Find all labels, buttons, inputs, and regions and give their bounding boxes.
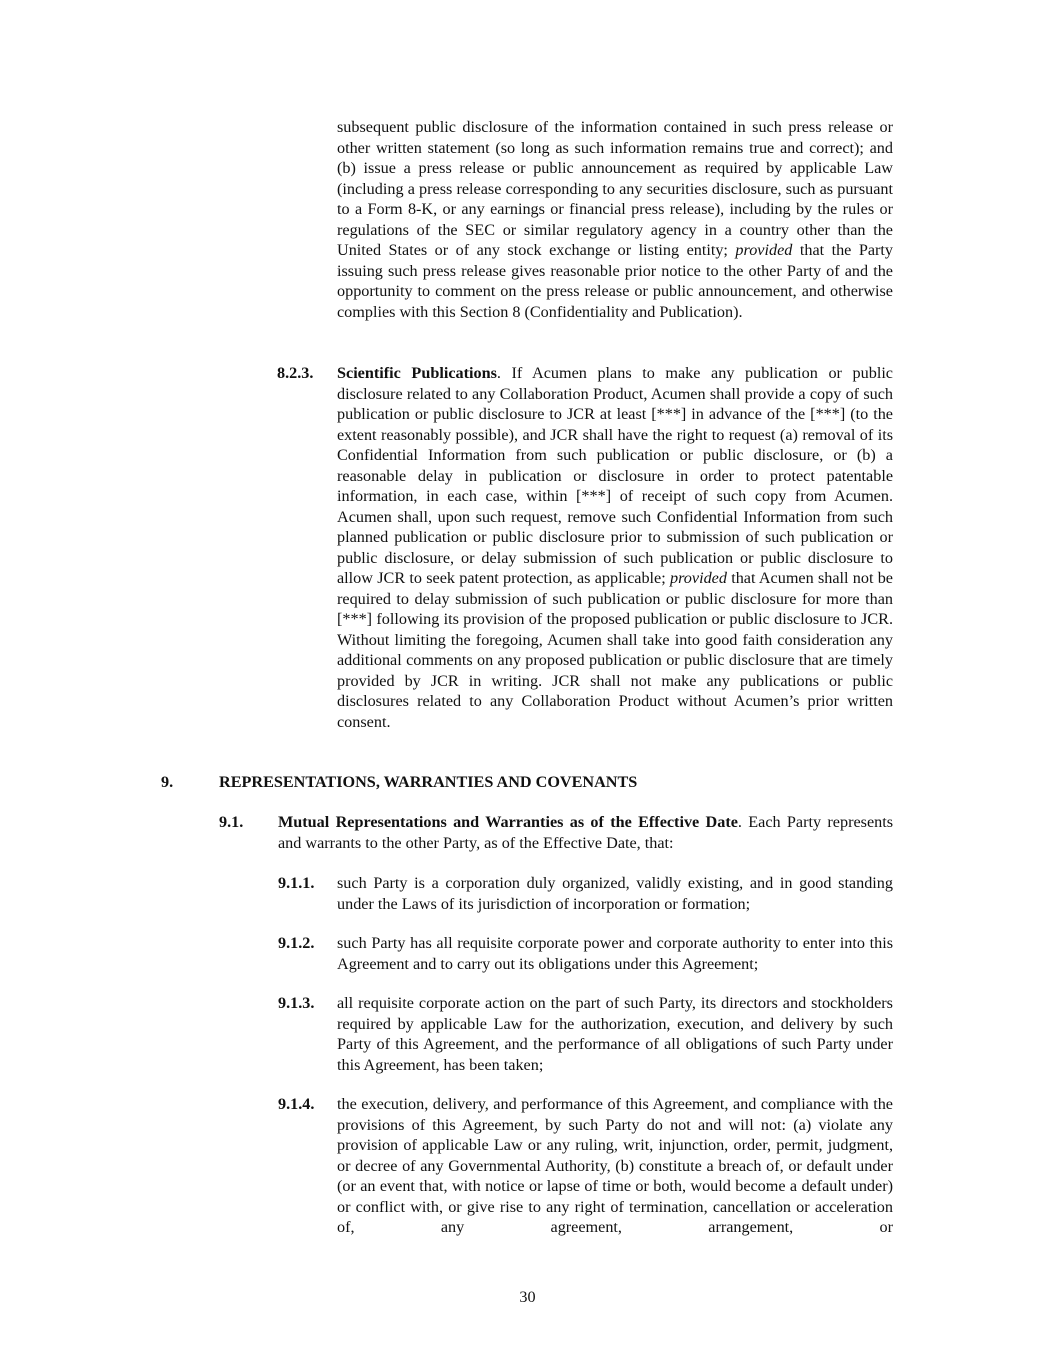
section-9-1-4-number: 9.1.4. (278, 1095, 315, 1113)
section-9-1-1-text: such Party is a corporation duly organized, validly existing, and in good standing under the Laws of its jurisdiction of incorporation or formation; (337, 874, 893, 913)
provided-italic: provided (670, 569, 727, 587)
section-9-title: REPRESENTATIONS, WARRANTIES AND COVENANTS (219, 773, 638, 791)
continuation-text-part2: that the Party issuing such press release gives reasonable prior notice to the other Party of and the opportunity to comment on the press release or public announcement, and otherwise complies with this Section 8 (Confidentiality and Publication). (337, 241, 894, 321)
section-8-2-2-continuation (337, 117, 893, 322)
continuation-text-part1: subsequent public disclosure of the information contained in such press release or other written statement (so long as such information remains true and correct); and (b) issue a press release or public announcement as required by applicable Law (including a press release corresponding to any securities disclosure, such as pursuant to a Form 8-K, or any earnings or financial press release), including by the rules or regulations of the SEC or similar regulatory agency in a country other than the United States or of any stock exchange or listing entity; (337, 118, 893, 259)
section-9-1-number: 9.1. (219, 813, 244, 831)
section-9-1-4-text: the execution, delivery, and performance of this Agreement, and compliance with the provisions of this Agreement, by such Party do not and will not: (a) violate any provision of applicable Law or any ruling, writ, injunction, order, permit, judgment, or decree of any Governmental Authority, (b) constitute a breach of, or default under (or an event that, with notice or lapse of time or both, would become a default under) or conflict with, or give rise to any right of termination, cancellation or acceleration of, any agreement, arrangement, or (337, 1095, 893, 1236)
section-8-2-3-number: 8.2.3. (277, 364, 314, 382)
provided-italic: provided (735, 241, 793, 259)
section-8-2-3-body (337, 363, 893, 732)
section-9-1-3-text: all requisite corporate action on the part of such Party, its directors and stockholders required by applicable Law for the authorization, execution, and delivery by such Party of this Agreement, and the performance of all obligations of such Party under this Agreement, has been taken; (337, 994, 893, 1074)
section-8-2-3-text-part2: that Acumen shall not be required to delay submission of such publication or public disclosure for more than [***] following its provision of the proposed publication or public disclosure to JCR. Without limiting the foregoing, Acumen shall take into good faith consideration any additional comments on any proposed publication or public disclosure that are timely provided by JCR in writing. JCR shall not make any publications or public disclosures related to any Collaboration Product without Acumen’s prior written consent. (337, 569, 893, 731)
section-9-1-body (278, 812, 893, 853)
section-9-1-3-number: 9.1.3. (278, 994, 315, 1012)
page-number: 30 (519, 1288, 536, 1306)
section-9-1-text: . Each Party represents and warrants to the other Party, as of the Effective Date, that: (278, 813, 894, 852)
section-9-1-2-number: 9.1.2. (278, 934, 315, 952)
section-9-1-title: Mutual Representations and Warranties as of the Effective Date (278, 813, 738, 831)
section-9-1-1-number: 9.1.1. (278, 874, 315, 892)
section-8-2-3-title: Scientific Publications (337, 364, 497, 382)
section-8-2-3-text-part1: . If Acumen plans to make any publication or public disclosure related to any Collaboration Product, Acumen shall provide a copy of such publication or public disclosure to JCR at least [***] in advance of the [***] (to the extent reasonably possible), and JCR shall have the right to request (a) removal of its Confidential Information from such publication or public disclosure, or (b) a reasonable delay in publication or disclosure in order to protect patentable information, in each case, within [***] of receipt of such copy from Acumen. Acumen shall, upon such request, remove such Confidential Information from such planned publication or public disclosure prior to submission of such publication or public disclosure, or delay submission of such publication or public disclosure to allow JCR to seek patent protection, as applicable; (337, 364, 893, 587)
section-9-1-2-text: such Party has all requisite corporate power and corporate authority to enter into this Agreement and to carry out its obligations under this Agreement; (337, 934, 893, 973)
section-9-number: 9. (161, 773, 174, 791)
